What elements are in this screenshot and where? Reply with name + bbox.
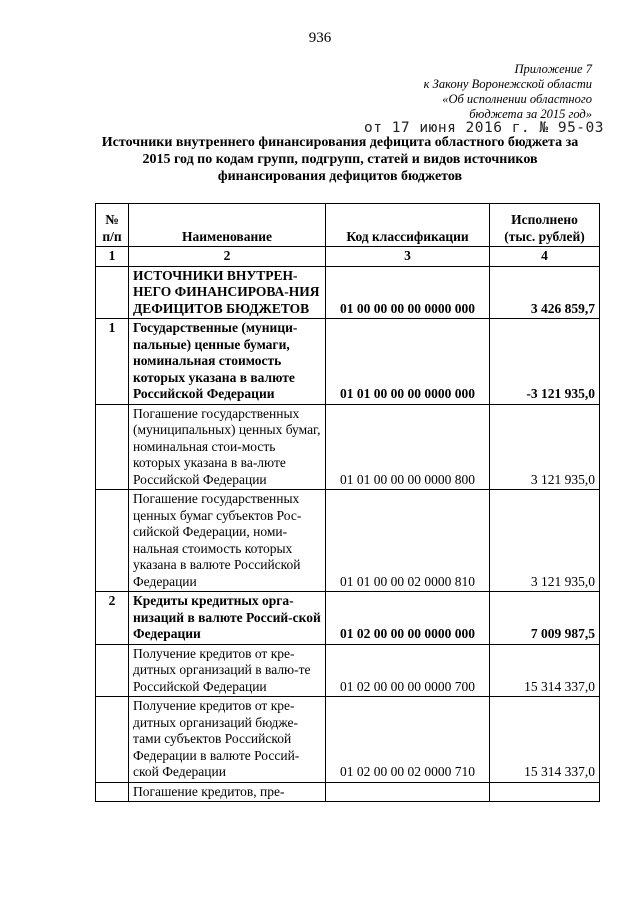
row-value — [490, 782, 600, 802]
table-row-continued — [96, 782, 600, 802]
row-code: 01 00 00 00 00 0000 000 — [326, 266, 490, 319]
row-code: 01 02 00 00 02 0000 710 — [326, 697, 490, 783]
row-value: 15 314 337,0 — [490, 697, 600, 783]
table-header-row — [96, 204, 600, 247]
row-value: -3 121 935,0 — [490, 319, 600, 405]
column-number: 2 — [129, 247, 326, 267]
table-row — [96, 266, 600, 319]
row-code: 01 02 00 00 00 0000 700 — [326, 644, 490, 697]
row-number — [96, 490, 129, 592]
row-name: Погашение кредитов, пре- — [129, 782, 326, 802]
row-number — [96, 404, 129, 490]
table-row — [96, 697, 600, 783]
appendix-note — [424, 62, 592, 122]
row-number — [96, 782, 129, 802]
header-executed: Исполнено (тыс. рублей) — [490, 204, 600, 247]
row-number: 1 — [96, 319, 129, 405]
row-value: 3 121 935,0 — [490, 404, 600, 490]
row-code: 01 01 00 00 02 0000 810 — [326, 490, 490, 592]
table-row — [96, 404, 600, 490]
row-name: Государственные (муници-пальные) ценные бумаги, номинальная стоимость которых указана в валюте Российской Федерации — [129, 319, 326, 405]
row-number: 2 — [96, 592, 129, 645]
row-number — [96, 644, 129, 697]
row-code — [326, 782, 490, 802]
row-number — [96, 266, 129, 319]
row-number — [96, 697, 129, 783]
column-number: 4 — [490, 247, 600, 267]
column-number: 1 — [96, 247, 129, 267]
header-name: Наименование — [129, 204, 326, 247]
appendix-line-4: бюджета за 2015 год» — [469, 107, 592, 121]
header-number: № п/п — [96, 204, 129, 247]
row-name: Получение кредитов от кре-дитных организаций в валю-те Российской Федерации — [129, 644, 326, 697]
row-name: Получение кредитов от кре-дитных организаций бюдже-тами субъектов Российской Федерации в валюте Россий-ской Федерации — [129, 697, 326, 783]
appendix-line-3: «Об исполнении областного — [442, 92, 592, 106]
appendix-line-2: к Закону Воронежской области — [423, 77, 592, 91]
table-row — [96, 644, 600, 697]
column-number-row — [96, 247, 600, 267]
law-date-stamp: от 17 июня 2016 г. № 95-03 — [364, 120, 604, 136]
row-value: 15 314 337,0 — [490, 644, 600, 697]
table-row — [96, 592, 600, 645]
column-number: 3 — [326, 247, 490, 267]
row-code: 01 01 00 00 00 0000 800 — [326, 404, 490, 490]
row-value: 3 426 859,7 — [490, 266, 600, 319]
table-row — [96, 319, 600, 405]
page-number: 936 — [308, 30, 332, 46]
financing-sources-table — [95, 203, 600, 802]
table-row — [96, 490, 600, 592]
row-code: 01 01 00 00 00 0000 000 — [326, 319, 490, 405]
row-name: Погашение государственных ценных бумаг субъектов Рос-сийской Федерации, номи-нальная стоимость которых указана в валюте Российской Федерации — [129, 490, 326, 592]
header-code: Код классификации — [326, 204, 490, 247]
row-name: Кредиты кредитных орга-низаций в валюте Россий-ской Федерации — [129, 592, 326, 645]
row-name: Погашение государственных (муниципальных) ценных бумаг, номинальная стои-мость которых указана в ва-люте Российской Федерации — [129, 404, 326, 490]
appendix-line-1: Приложение 7 — [514, 62, 592, 76]
document-title: Источники внутреннего финансирования дефицита областного бюджета за 2015 год по кодам групп, подгрупп, статей и видов источников финансирования дефицитов бюджетов — [101, 135, 579, 184]
row-value: 3 121 935,0 — [490, 490, 600, 592]
row-value: 7 009 987,5 — [490, 592, 600, 645]
row-name: ИСТОЧНИКИ ВНУТРЕН-НЕГО ФИНАНСИРОВА-НИЯ ДЕФИЦИТОВ БЮДЖЕТОВ — [129, 266, 326, 319]
row-code: 01 02 00 00 00 0000 000 — [326, 592, 490, 645]
